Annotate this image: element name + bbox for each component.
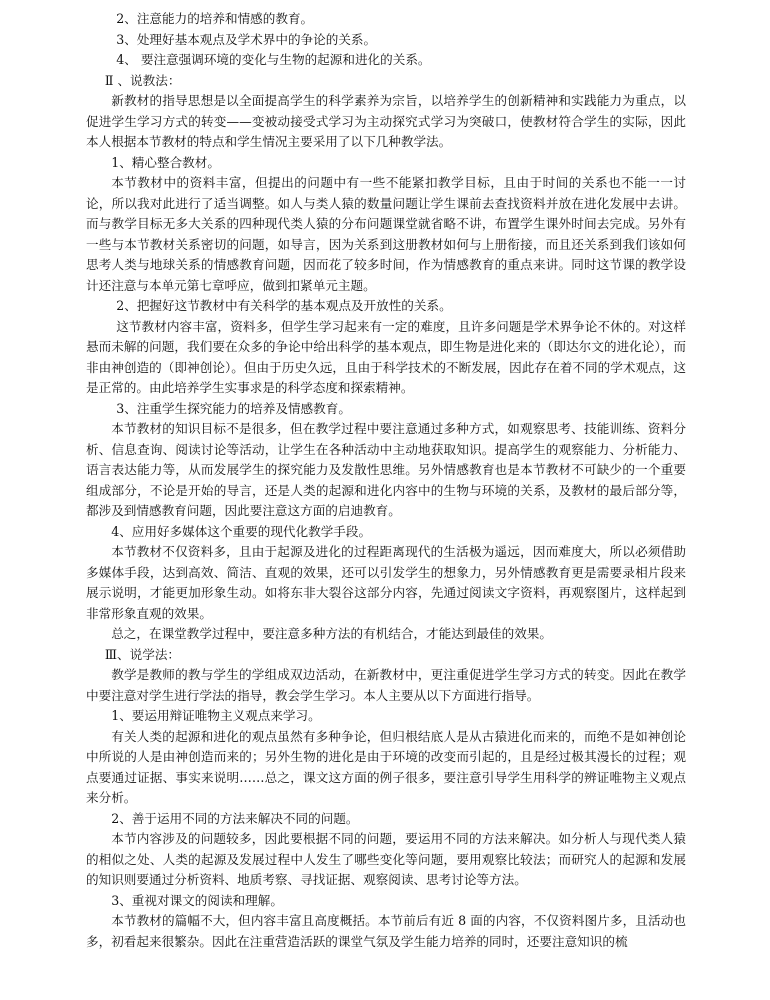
paragraph: 总之，在课堂教学过程中，要注意多种方法的有机结合，才能达到最佳的效果。 <box>111 626 552 641</box>
paragraph: Ⅱ 、说教法： <box>104 72 181 88</box>
paragraph: 4、 要注意强调环境的变化与生物的起源和进化的关系。 <box>116 52 431 67</box>
paragraph: 有关人类的起源和进化的观点虽然有多种争论，但归根结底人是从古猿进化而来的，而绝不是如神创论中所说的人是由神创造而来的；另外生物的进化是由于环境的改变而引起的，且是经过极其漫长的过程；观点要通过证据、事实来说明……总之，课文这方面的例子很多，要注意引导学生用科学的辨证唯物主义观点来分析。 <box>86 728 686 805</box>
paragraph: 本节教材的篇幅不大，但内容丰富且高度概括。本节前后有近 8 面的内容，不仅资料图片多，且活动也多，初看起来很繁杂。因此在注重营造活跃的课堂气氛及学生能力培养的同时，还要注意知识的梳 <box>86 913 686 949</box>
document-page <box>86 9 686 952</box>
paragraph: 3、注重学生探究能力的培养及情感教育。 <box>116 400 351 416</box>
paragraph: 1、要运用辩证唯物主义观点来学习。 <box>111 708 321 723</box>
paragraph: Ⅲ、说学法： <box>104 646 181 662</box>
paragraph: 本节教材不仅资料多，且由于起源及进化的过程距离现代的生活极为遥远，因而难度大，所以必须借助多媒体手段，达到高效、简洁、直观的效果，还可以引发学生的想象力，另外情感教育更是需要录相片段来展示说明，才能更加形象生动。如将东非大裂谷这部分内容，先通过阅读文字资料，再观察图片，这样起到非常形象直观的效果。 <box>86 544 686 621</box>
paragraph: 本节教材的知识目标不是很多，但在教学过程中要注意通过多种方式，如观察思考、技能训练、资料分析、信息查询、阅读讨论等活动，让学生在各种活动中主动地获取知识。提高学生的观察能力、分析能力、语言表达能力等，从而发展学生的探究能力及发散性思维。另外情感教育也是本节教材不可缺少的一个重要组成部分，不论是开始的导言，还是人类的起源和进化内容中的生物与环境的关系，及教材的最后部分等，都涉及到情感教育问题，因此要注意这方面的启迪教育。 <box>86 421 686 518</box>
paragraph: 这节教材内容丰富，资料多，但学生学习起来有一定的难度，且许多问题是学术界争论不休的。对这样悬而未解的问题，我们要在众多的争论中给出科学的基本观点，即生物是进化来的（即达尔文的进化论），而非由神创造的（即神创论）。但由于历史久远，且由于科学技术的不断发展，因此存在着不同的学术观点，这是正常的。由此培养学生实事求是的科学态度和探索精神。 <box>86 318 686 395</box>
paragraph: 教学是教师的教与学生的学组成双边活动，在新教材中，更注重促进学生学习方式的转变。因此在教学中要注意对学生进行学法的指导，教会学生学习。本人主要从以下方面进行指导。 <box>86 667 686 703</box>
paragraph: 新教材的指导思想是以全面提高学生的科学素养为宗旨，以培养学生的创新精神和实践能力为重点，以促进学生学习方式的转变——变被动接受式学习为主动探究式学习为突破口，使教材符合学生的实际，因此本人根据本节教材的特点和学生情况主要采用了以下几种教学法。 <box>86 93 686 149</box>
paragraph: 本节教材中的资料丰富，但提出的问题中有一些不能紧扣教学目标，且由于时间的关系也不能一一讨论，所以我对此进行了适当调整。如人与类人猿的数量问题让学生课前去查找资料并放在进化发展中去讲。而与教学目标无多大关系的四种现代类人猿的分布问题课堂就省略不讲，布置学生课外时间去完成。另外有一些与本节教材关系密切的问题，如导言，因为关系到这册教材如何与上册衔接，而且还关系到我们该如何思考人类与地球关系的情感教育问题，因而花了较多时间，作为情感教育的重点来讲。同时这节课的教学设计还注意与本单元第七章呼应，做到扣紧单元主题。 <box>86 175 686 293</box>
paragraph: 本节内容涉及的问题较多，因此要根据不同的问题，要运用不同的方法来解决。如分析人与现代类人猿的相似之处、人类的起源及发展过程中人发生了哪些变化等问题，要用观察比较法；而研究人的起源和发展的知识则要通过分析资料、地质考察、寻找证据、观察阅读、思考讨论等方法。 <box>86 831 686 887</box>
paragraph: 4、应用好多媒体这个重要的现代化教学手段。 <box>111 523 372 539</box>
paragraph: 1、精心整合教材。 <box>111 154 220 170</box>
paragraph: 3、处理好基本观点及学术界中的争论的关系。 <box>116 31 377 47</box>
paragraph: 2、善于运用不同的方法来解决不同的问题。 <box>111 810 359 826</box>
paragraph: 2、把握好这节教材中有关科学的基本观点及开放性的关系。 <box>116 298 452 313</box>
paragraph: 3、重视对课文的阅读和理解。 <box>111 892 283 908</box>
paragraph: 2、注意能力的培养和情感的教育。 <box>116 11 314 26</box>
